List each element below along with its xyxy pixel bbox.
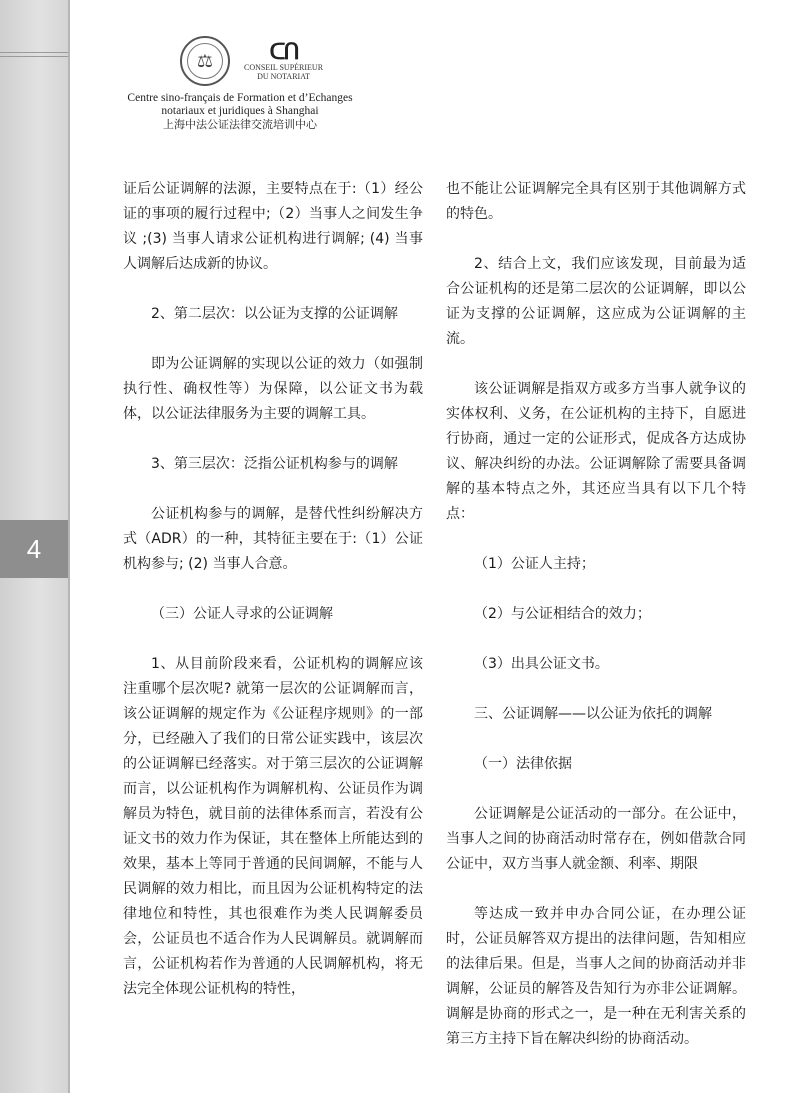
csn-logo-line1: CONSEIL SUPÉRIEUR bbox=[244, 63, 324, 72]
section-heading: 三、公证调解——以公证为依托的调解 bbox=[474, 706, 712, 722]
list-item: （1）公证人主持； bbox=[474, 556, 595, 572]
scales-icon: ⚖ bbox=[196, 50, 214, 72]
subsection-heading: （一）法律依据 bbox=[474, 756, 572, 772]
page-number: 4 bbox=[26, 533, 42, 564]
paragraph: 证后公证调解的法源，主要特点在于:（1）经公证的事项的履行过程中;（2）当事人之间发生争议 ;(3) 当事人请求公证机构进行调解; (4) 当事人调解后达成新的协议。 bbox=[123, 181, 423, 272]
sidebar-edge bbox=[68, 0, 70, 1093]
paragraph: 即为公证调解的实现以公证的效力（如强制执行性、确权性等）为保障，以公证文书为载体，以公证法律服务为主要的调解工具。 bbox=[123, 356, 423, 422]
paragraph: 也不能让公证调解完全具有区别于其他调解方式的特色。 bbox=[446, 181, 746, 222]
institution-name-fr-2: notariaux et juridiques à Shanghai bbox=[161, 105, 319, 117]
paragraph: 2、第二层次：以公证为支撑的公证调解 bbox=[151, 306, 398, 322]
header bbox=[127, 30, 390, 132]
paragraph: 该公证调解是指双方或多方当事人就争议的实体权利、义务，在公证机构的主持下，自愿进行协商，通过一定的公证形式，促成各方达成协议、解决纠纷的办法。公证调解除了需要具备调解的基本特点之外，其还应当具有以下几个特点： bbox=[446, 381, 746, 522]
right-column bbox=[446, 177, 746, 1052]
left-column bbox=[123, 177, 423, 1002]
institution-name-fr-1: Centre sino-français de Formation et d’Echanges bbox=[127, 92, 353, 104]
paragraph: 公证机构参与的调解，是替代性纠纷解决方式（ADR）的一种，其特征主要在于:（1）公证机构参与; (2) 当事人合意。 bbox=[123, 506, 423, 572]
list-item: （3）出具公证文书。 bbox=[474, 656, 609, 672]
paragraph: 2、结合上文，我们应该发现，目前最为适合公证机构的还是第二层次的公证调解，即以公证为支撑的公证调解，这应成为公证调解的主流。 bbox=[446, 256, 746, 347]
page-number-tab bbox=[0, 520, 68, 578]
csn-logo-line2: DU NOTARIAT bbox=[257, 72, 310, 81]
csn-mark-icon: ᑕᑎ bbox=[269, 39, 298, 65]
notary-seal-logo bbox=[180, 36, 230, 86]
csn-logo bbox=[244, 41, 323, 81]
paragraph: 1、从目前阶段来看，公证机构的调解应该注重哪个层次呢? 就第一层次的公证调解而言，该公证调解的规定作为《公证程序规则》的一部分，已经融入了我们的日常公证实践中，该层次的公证调解已经落实。对于第三层次的公证调解而言，以公证机构作为调解机构、公证员作为调解员为特色，就目前的法律体系而言，若没有公证文书的效力作为保证，其在整体上所能达到的效果，基本上等同于普通的民间调解，不能与人民调解的效力相比，而且因为公证机构特定的法律地位和特性，其也很难作为类人民调解委员会，公证员也不适合作为人民调解员。就调解而言，公证机构若作为普通的人民调解机构，将无法完全体现公证机构的特性， bbox=[123, 656, 423, 997]
institution-name-cn: 上海中法公证法律交流培训中心 bbox=[163, 118, 317, 131]
logo-row bbox=[180, 30, 390, 92]
paragraph: 公证调解是公证活动的一部分。在公证中，当事人之间的协商活动时常存在，例如借款合同公证中，双方当事人就金额、利率、期限 bbox=[446, 806, 746, 872]
paragraph: 等达成一致并申办合同公证，在办理公证时，公证员解答双方提出的法律问题，告知相应的法律后果。但是，当事人之间的协商活动并非调解，公证员的解答及告知行为亦非公证调解。调解是协商的形式之一，是一种在无利害关系的第三方主持下旨在解决纠纷的协商活动。 bbox=[446, 906, 746, 1047]
paragraph: 3、第三层次：泛指公证机构参与的调解 bbox=[151, 456, 398, 472]
paragraph: （三）公证人寻求的公证调解 bbox=[151, 606, 333, 622]
list-item: （2）与公证相结合的效力； bbox=[474, 606, 651, 622]
